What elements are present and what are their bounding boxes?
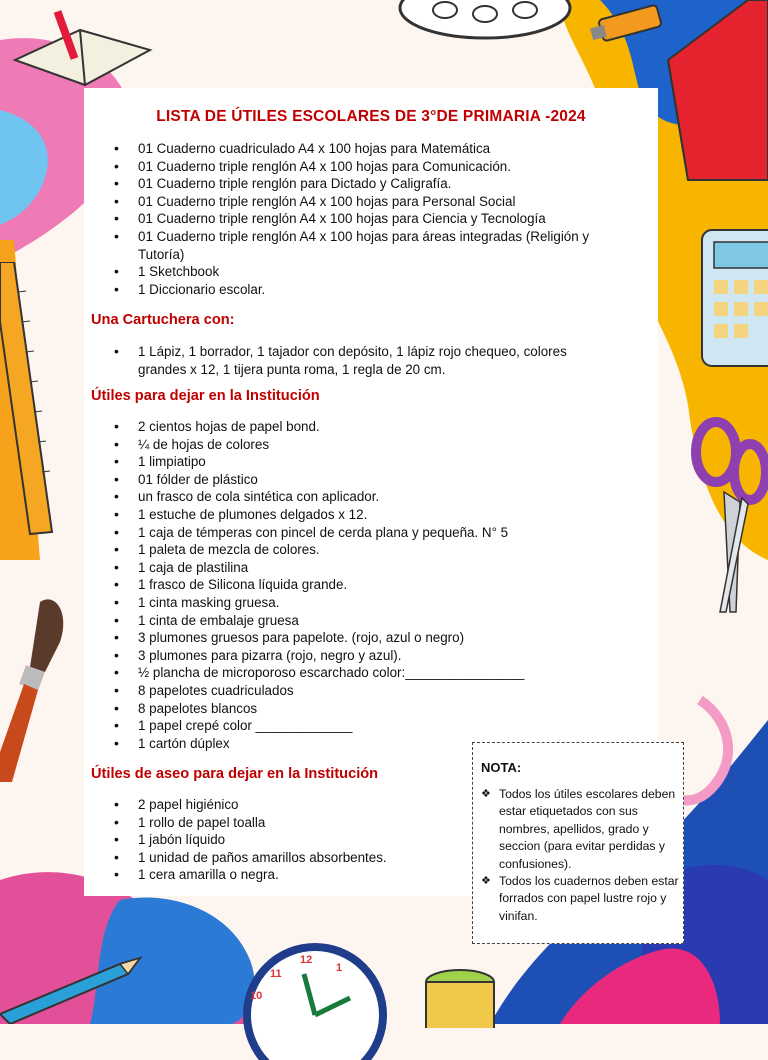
nota-item-text: Todos los útiles escolares deben estar etiquetados con sus nombres, apellidos, grado y seccion (para evitar perdidas y confusiones). [499,787,676,871]
list-item: • 1 Lápiz, 1 borrador, 1 tajador con depósito, 1 lápiz rojo chequeo, colores grandes x 12, 1 tijera punta roma, 1 regla de 20 cm. [84,343,608,378]
list-item: • 1 cera amarilla o negra. [84,866,608,884]
paintbrush-icon [0,592,80,782]
institucion-heading: Útiles para dejar en la Institución [91,388,320,404]
aseo-heading: Útiles de aseo para dejar en la Institución [91,766,379,782]
nota-box [472,742,684,944]
list-item: • 01 Cuaderno triple renglón A4 x 100 hojas para áreas integradas (Religión y Tutoría) [84,228,608,263]
pencil-icon [0,944,150,1024]
nota-item-text: Todos los cuadernos deben estar forrados con papel lustre rojo y vinifan. [499,874,679,923]
paint-palette-icon [395,0,575,50]
clock-icon [240,940,390,1060]
diamond-bullet-icon: ❖ [481,875,491,888]
list-item: • 1 papel crepé color _____________ [84,717,608,735]
list-item: • 01 Cuaderno triple renglón A4 x 100 hojas para Comunicación. [84,158,608,176]
list-item: • 1 jabón líquido [84,831,608,849]
list-item: • 1 estuche de plumones delgados x 12. [84,506,608,524]
list-item: • 1 Sketchbook [84,263,608,281]
list-item: • 01 fólder de plástico [84,471,608,489]
list-item: • 8 papelotes cuadriculados [84,682,608,700]
nota-item [481,873,681,925]
scissors-icon [690,412,768,632]
list-item: • 01 Cuaderno triple renglón A4 x 100 hojas para Personal Social [84,193,608,211]
list-item: • 1 caja de témperas con pincel de cerda plana y pequeña. N° 5 [84,524,608,542]
cartuchera-list [84,343,608,378]
nota-title: NOTA: [481,760,522,775]
list-item: • 01 Cuaderno cuadriculado A4 x 100 hojas para Matemática [84,140,608,158]
list-item: • 2 papel higiénico [84,796,608,814]
clock-number-1: 1 [336,962,343,974]
list-item: • 3 plumones para pizarra (rojo, negro y azul). [84,647,608,665]
list-item: • 1 cartón dúplex [84,735,608,753]
list-item: • 3 plumones gruesos para papelote. (rojo, azul o negro) [84,629,608,647]
list-item: • 1 cinta masking gruesa. [84,594,608,612]
nota-item [481,786,681,873]
clock-number-12: 12 [300,954,313,966]
ruler-icon [0,262,60,562]
list-item: • 1 limpiatipo [84,453,608,471]
list-item: • 1 frasco de Silicona líquida grande. [84,576,608,594]
calculator-icon [700,228,768,368]
list-item: • ½ plancha de microporoso escarchado color:________________ [84,664,608,682]
main-items-list [84,140,608,298]
diamond-bullet-icon: ❖ [481,788,491,800]
cartuchera-heading: Una Cartuchera con: [91,312,235,328]
list-item: • 1 rollo de papel toalla [84,814,608,832]
list-item: • 1 caja de plastilina [84,559,608,577]
list-item: • 2 cientos hojas de papel bond. [84,418,608,436]
list-item: • 8 papelotes blancos [84,700,608,718]
list-item: • ¼ de hojas de colores [84,436,608,454]
nota-list [481,786,681,925]
institucion-list [84,418,608,752]
clock-number-11: 11 [270,968,282,980]
list-item: • 01 Cuaderno triple renglón para Dictado y Caligrafía. [84,175,608,193]
red-book-icon [658,0,768,190]
list-item: • 01 Cuaderno triple renglón A4 x 100 hojas para Ciencia y Tecnología [84,210,608,228]
glue-bottle-icon [420,968,500,1028]
list-item: • un frasco de cola sintética con aplicador. [84,488,608,506]
list-item: • 1 cinta de embalaje gruesa [84,612,608,630]
list-item: • 1 Diccionario escolar. [84,281,608,299]
page-title: LISTA DE ÚTILES ESCOLARES DE 3°DE PRIMARIA -2024 [156,108,586,125]
list-item: • 1 paleta de mezcla de colores. [84,541,608,559]
open-book-icon [10,0,160,90]
list-item: • 1 unidad de paños amarillos absorbentes. [84,849,608,867]
clock-number-10: 10 [250,990,263,1002]
